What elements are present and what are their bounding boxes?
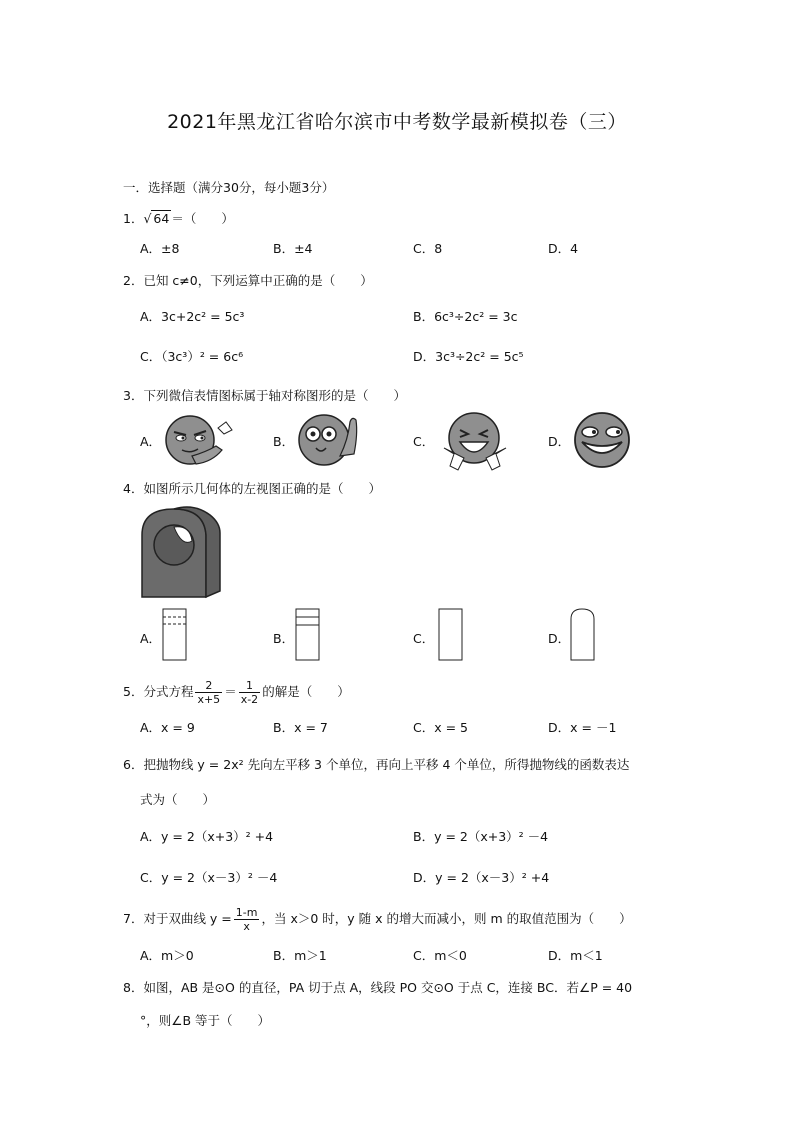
q7-stem — [123, 903, 632, 935]
q7-fraction-numerator: 1-m — [235, 906, 258, 919]
emoji-grin-icon — [572, 410, 632, 470]
q6-option-b[interactable]: B．y = 2（x+3）² －4 — [413, 829, 549, 844]
q1-tail: ＝（ ） — [171, 211, 234, 226]
q3-option-d[interactable]: D． — [548, 434, 571, 449]
q7-fraction — [234, 906, 260, 933]
q5-option-c[interactable]: C．x = 5 — [413, 720, 468, 735]
q5-stem — [123, 676, 350, 708]
q1-number: 1． — [123, 211, 144, 226]
q4-option-c[interactable]: C． — [413, 631, 435, 646]
q6-stem-line1: 6．把抛物线 y = 2x² 先向左平移 3 个单位，再向上平移 4 个单位，所得抛物线的函数表达 — [123, 757, 630, 772]
q1-radicand: 64 — [153, 211, 170, 226]
q5-option-d[interactable]: D．x = －1 — [548, 720, 617, 735]
page-title: 2021年黑龙江省哈尔滨市中考数学最新模拟卷（三） — [167, 111, 627, 133]
q8-stem-line1: 8．如图，AB 是⊙O 的直径，PA 切于点 A，线段 PO 交⊙O 于点 C，连接 BC．若∠P = 40 — [123, 980, 633, 995]
q5-fraction-2-denominator: x-2 — [240, 693, 259, 706]
q1-radical-sign: √ — [143, 211, 152, 226]
q2-option-c[interactable]: C．（3c³）² = 6c⁶ — [140, 349, 244, 364]
q4-option-d[interactable]: D． — [548, 631, 571, 646]
q7-prefix: 7．对于双曲线 y = — [123, 911, 232, 926]
q6-option-a[interactable]: A．y = 2（x+3）² +4 — [140, 829, 274, 844]
q3-option-b[interactable]: B． — [273, 434, 295, 449]
q1-option-c[interactable]: C．8 — [413, 241, 443, 256]
emoji-smirk-icon — [162, 412, 238, 468]
q7-option-d[interactable]: D．m＜1 — [548, 948, 603, 963]
geometry-solid-figure — [138, 505, 224, 605]
q5-option-b[interactable]: B．x = 7 — [273, 720, 328, 735]
q6-stem-line2: 式为（ ） — [140, 792, 216, 807]
q5-fraction-1 — [195, 679, 222, 706]
q2-option-d[interactable]: D．3c³÷2c² = 5c⁵ — [413, 349, 524, 364]
view-option-c-figure — [436, 607, 466, 663]
q5-equals: ＝ — [224, 684, 237, 699]
q5-fraction-2 — [239, 679, 260, 706]
q2-option-a[interactable]: A．3c+2c² = 5c³ — [140, 309, 245, 324]
view-option-b-figure — [293, 607, 323, 663]
q1-option-a[interactable]: A．±8 — [140, 241, 180, 256]
q4-option-b[interactable]: B． — [273, 631, 295, 646]
q3-option-a[interactable]: A． — [140, 434, 162, 449]
q7-tail: ，当 x＞0 时，y 随 x 的增大而减小，则 m 的取值范围为（ ） — [261, 911, 632, 926]
q5-prefix: 5．分式方程 — [123, 684, 194, 699]
q1-stem — [123, 210, 234, 227]
q2-stem: 2．已知 c≠0，下列运算中正确的是（ ） — [123, 273, 373, 288]
q7-fraction-denominator: x — [243, 920, 250, 933]
q5-fraction-2-numerator: 1 — [239, 679, 260, 693]
q6-option-d[interactable]: D．y = 2（x－3）² +4 — [413, 870, 550, 885]
q3-option-c[interactable]: C． — [413, 434, 435, 449]
q7-option-b[interactable]: B．m＞1 — [273, 948, 327, 963]
q4-option-a[interactable]: A． — [140, 631, 162, 646]
emoji-laugh-icon — [440, 410, 510, 472]
q7-option-c[interactable]: C．m＜0 — [413, 948, 467, 963]
q2-option-b[interactable]: B．6c³÷2c² = 3c — [413, 309, 518, 324]
q1-option-d[interactable]: D．4 — [548, 241, 579, 256]
q1-option-b[interactable]: B．±4 — [273, 241, 313, 256]
q5-fraction-1-denominator: x+5 — [197, 693, 221, 706]
q5-option-a[interactable]: A．x = 9 — [140, 720, 195, 735]
emoji-wave-icon — [296, 410, 364, 470]
q5-tail: 的解是（ ） — [262, 684, 350, 699]
view-option-d-figure — [568, 605, 598, 663]
q7-option-a[interactable]: A．m＞0 — [140, 948, 194, 963]
q5-fraction-1-numerator: 2 — [195, 679, 222, 693]
view-option-a-figure — [160, 607, 190, 663]
q6-option-c[interactable]: C．y = 2（x－3）² －4 — [140, 870, 278, 885]
section-heading: 一．选择题（满分30分，每小题3分） — [123, 180, 335, 195]
q4-stem: 4．如图所示几何体的左视图正确的是（ ） — [123, 481, 381, 496]
q8-stem-line2: °，则∠B 等于（ ） — [140, 1013, 271, 1028]
q3-stem: 3．下列微信表情图标属于轴对称图形的是（ ） — [123, 388, 406, 403]
